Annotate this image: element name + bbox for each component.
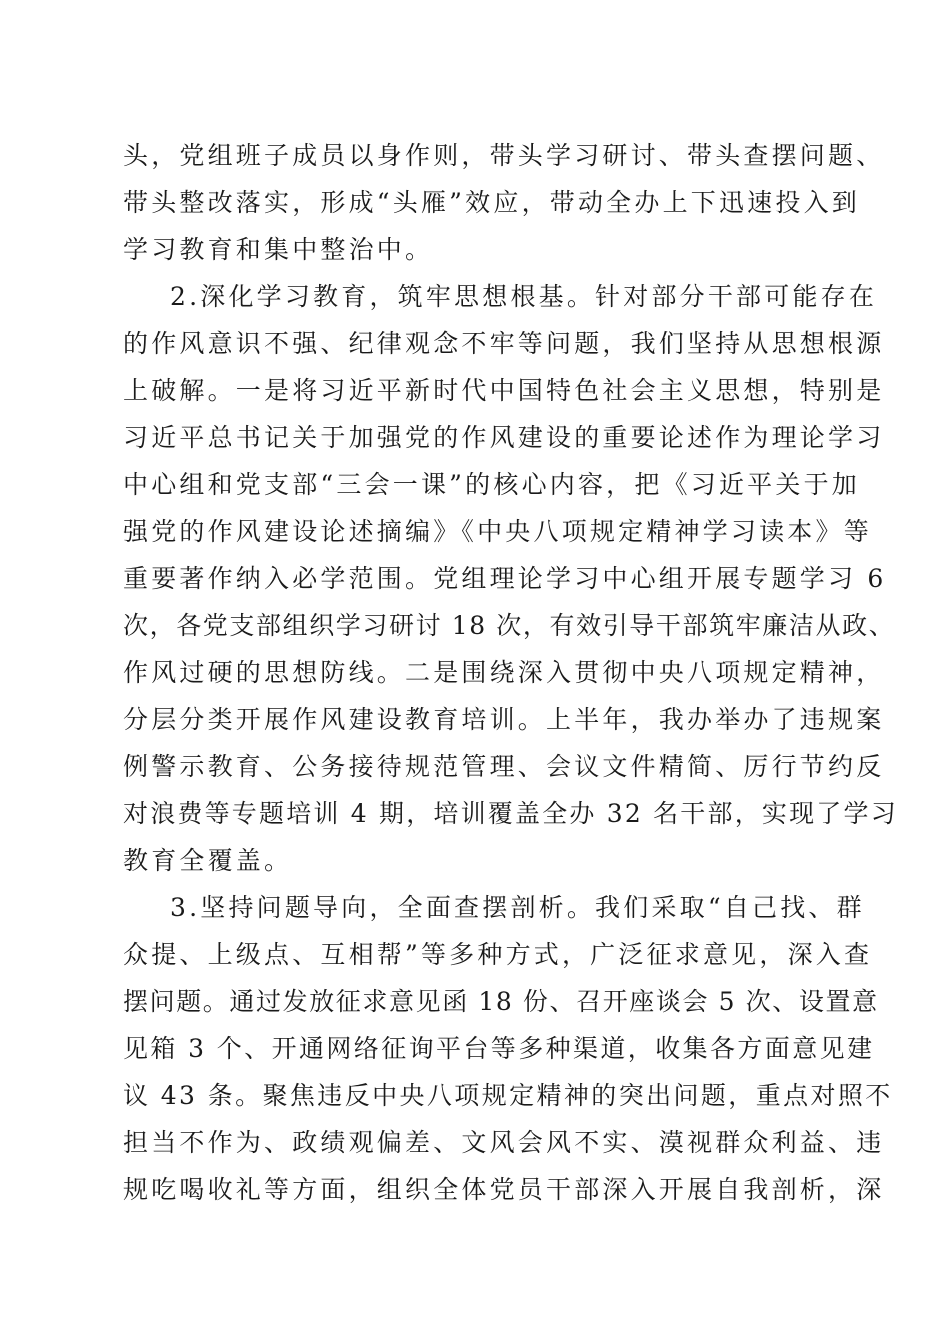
- text-line: 规吃喝收礼等方面，组织全体党员干部深入开展自我剖析，深: [123, 1175, 885, 1204]
- text-line: 带头整改落实，形成“头雁”效应，带动全办上下迅速投入到: [123, 188, 860, 217]
- text-line: 习近平总书记关于加强党的作风建设的重要论述作为理论学习: [123, 423, 885, 452]
- text-line: 担当不作为、政绩观偏差、文风会风不实、漠视群众利益、违: [123, 1128, 885, 1157]
- text-line: 中心组和党支部“三会一课”的核心内容，把《习近平关于加: [123, 470, 860, 499]
- text-line: 见箱 3 个、开通网络征询平台等多种渠道，收集各方面意见建: [123, 1034, 875, 1063]
- paragraph-heading-3: 3.坚持问题导向，全面查摆剖析。我们采取“自己找、群: [170, 893, 865, 922]
- text-line: 分层分类开展作风建设教育培训。上半年，我办举办了违规案: [123, 705, 885, 734]
- text-line: 对浪费等专题培训 4 期，培训覆盖全办 32 名干部，实现了学习: [123, 799, 898, 828]
- text-line: 的作风意识不强、纪律观念不牢等问题，我们坚持从思想根源: [123, 329, 885, 358]
- text-line: 上破解。一是将习近平新时代中国特色社会主义思想，特别是: [123, 376, 885, 405]
- text-line: 学习教育和集中整治中。: [123, 235, 434, 264]
- text-line: 作风过硬的思想防线。二是围绕深入贯彻中央八项规定精神，: [123, 658, 885, 687]
- text-line: 强党的作风建设论述摘编》《中央八项规定精神学习读本》等: [123, 517, 872, 546]
- text-line: 议 43 条。聚焦违反中央八项规定精神的突出问题，重点对照不: [123, 1081, 893, 1110]
- text-line: 众提、上级点、互相帮”等多种方式，广泛征求意见，深入查: [123, 940, 873, 969]
- paragraph-heading-2: 2.深化学习教育，筑牢思想根基。针对部分干部可能存在: [170, 282, 878, 311]
- text-line: 例警示教育、公务接待规范管理、会议文件精简、厉行节约反: [123, 752, 885, 781]
- text-line: 摆问题。通过发放征求意见函 18 份、召开座谈会 5 次、设置意: [123, 987, 879, 1016]
- text-line: 次，各党支部组织学习研讨 18 次，有效引导干部筑牢廉洁从政、: [123, 611, 896, 640]
- text-line: 重要著作纳入必学范围。党组理论学习中心组开展专题学习 6: [123, 564, 887, 593]
- text-line: 教育全覆盖。: [123, 846, 293, 875]
- text-line: 头，党组班子成员以身作则，带头学习研讨、带头查摆问题、: [123, 141, 885, 170]
